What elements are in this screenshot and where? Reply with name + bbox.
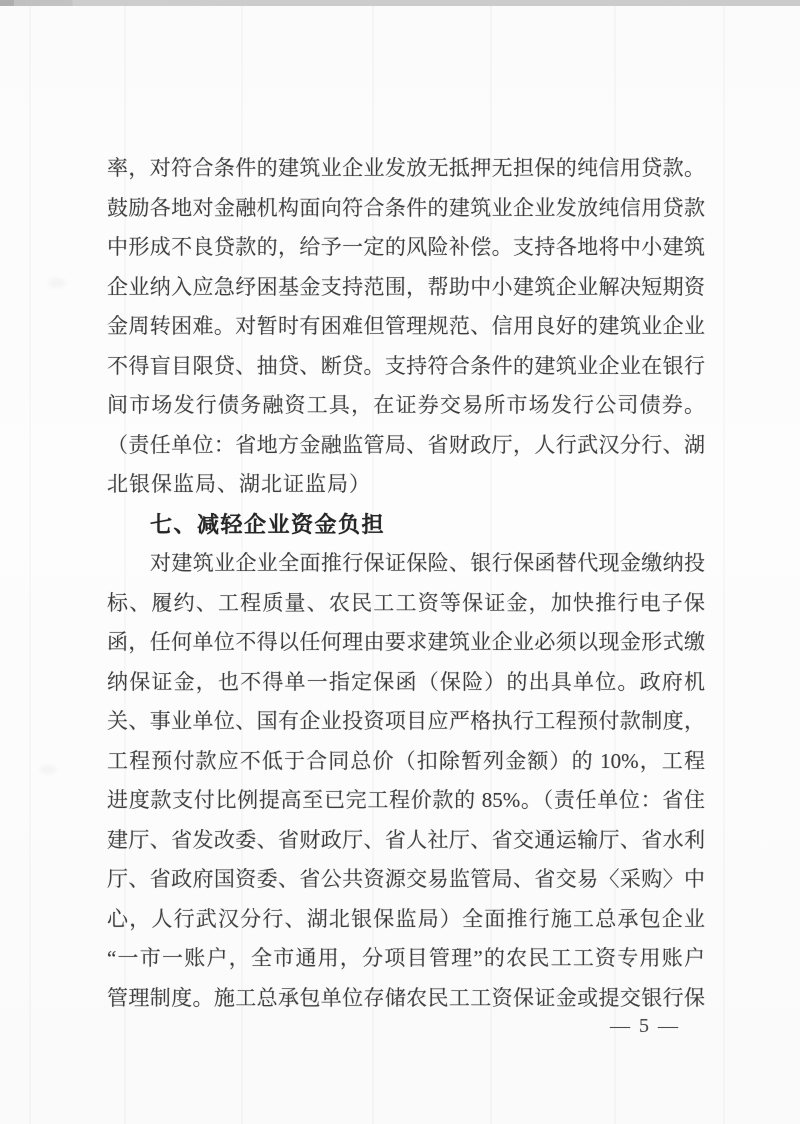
document-body [107, 149, 705, 1018]
text-line: 工程预付款应不低于合同总价（扣除暂列金额）的 10%，工程 [107, 748, 705, 773]
text-line: 对建筑业企业全面推行保证保险、银行保函替代现金缴纳投 [150, 551, 705, 575]
scan-smudge [48, 278, 66, 288]
text-line: 心，人行武汉分行、湖北银保监局）全面推行施工总承包企业 [107, 906, 705, 931]
text-line: 管理制度。施工总承包单位存储农民工工资保证金或提交银行保 [107, 985, 705, 1010]
text-line: 鼓励各地对金融机构面向符合条件的建筑业企业发放纯信用贷款 [107, 195, 705, 220]
text-line: 北银保监局、湖北证监局） [107, 472, 371, 496]
text-line: 间市场发行债务融资工具，在证券交易所市场发行公司债券。 [107, 393, 705, 417]
text-line: 中形成不良贷款的，给予一定的风险补偿。支持各地将中小建筑 [107, 235, 705, 259]
text-line: 函，任何单位不得以任何理由要求建筑业企业必须以现金形式缴 [107, 630, 705, 654]
scan-top-edge [0, 0, 800, 6]
text-line: 纳保证金，也不得单一指定保函（保险）的出具单位。政府机 [107, 669, 705, 694]
page-number: — 5 — [610, 1015, 680, 1037]
text-line: 企业纳入应急纾困基金支持范围，帮助中小建筑企业解决短期资 [107, 274, 705, 299]
scan-smudge [40, 765, 56, 774]
text-line: 厅、省政府国资委、省公共资源交易监管局、省交易〈采购〉中 [107, 867, 705, 891]
section-heading: 七、减轻企业资金负担 [150, 511, 386, 537]
text-line: 建厅、省发改委、省财政厅、省人社厅、省交通运输厅、省水利 [107, 827, 705, 852]
scan-streak [29, 6, 31, 1124]
text-line: （责任单位：省地方金融监管局、省财政厅，人行武汉分行、湖 [107, 432, 705, 457]
text-line: 金周转困难。对暂时有困难但管理规范、信用良好的建筑业企业 [107, 314, 705, 338]
scan-streak [723, 6, 725, 1124]
text-line: 关、事业单位、国有企业投资项目应严格执行工程预付款制度， [107, 709, 705, 733]
text-line: 进度款支付比例提高至已完工程价款的 85%。（责任单位：省住 [107, 788, 705, 812]
text-line: 率，对符合条件的建筑业企业发放无抵押无担保的纯信用贷款。 [107, 156, 705, 180]
text-line: 标、履约、工程质量、农民工工资等保证金，加快推行电子保 [107, 590, 705, 615]
text-line: 不得盲目限贷、抽贷、断贷。支持符合条件的建筑业企业在银行 [107, 353, 705, 378]
text-line: “一市一账户，全市通用，分项目管理”的农民工工资专用账户 [107, 946, 705, 970]
